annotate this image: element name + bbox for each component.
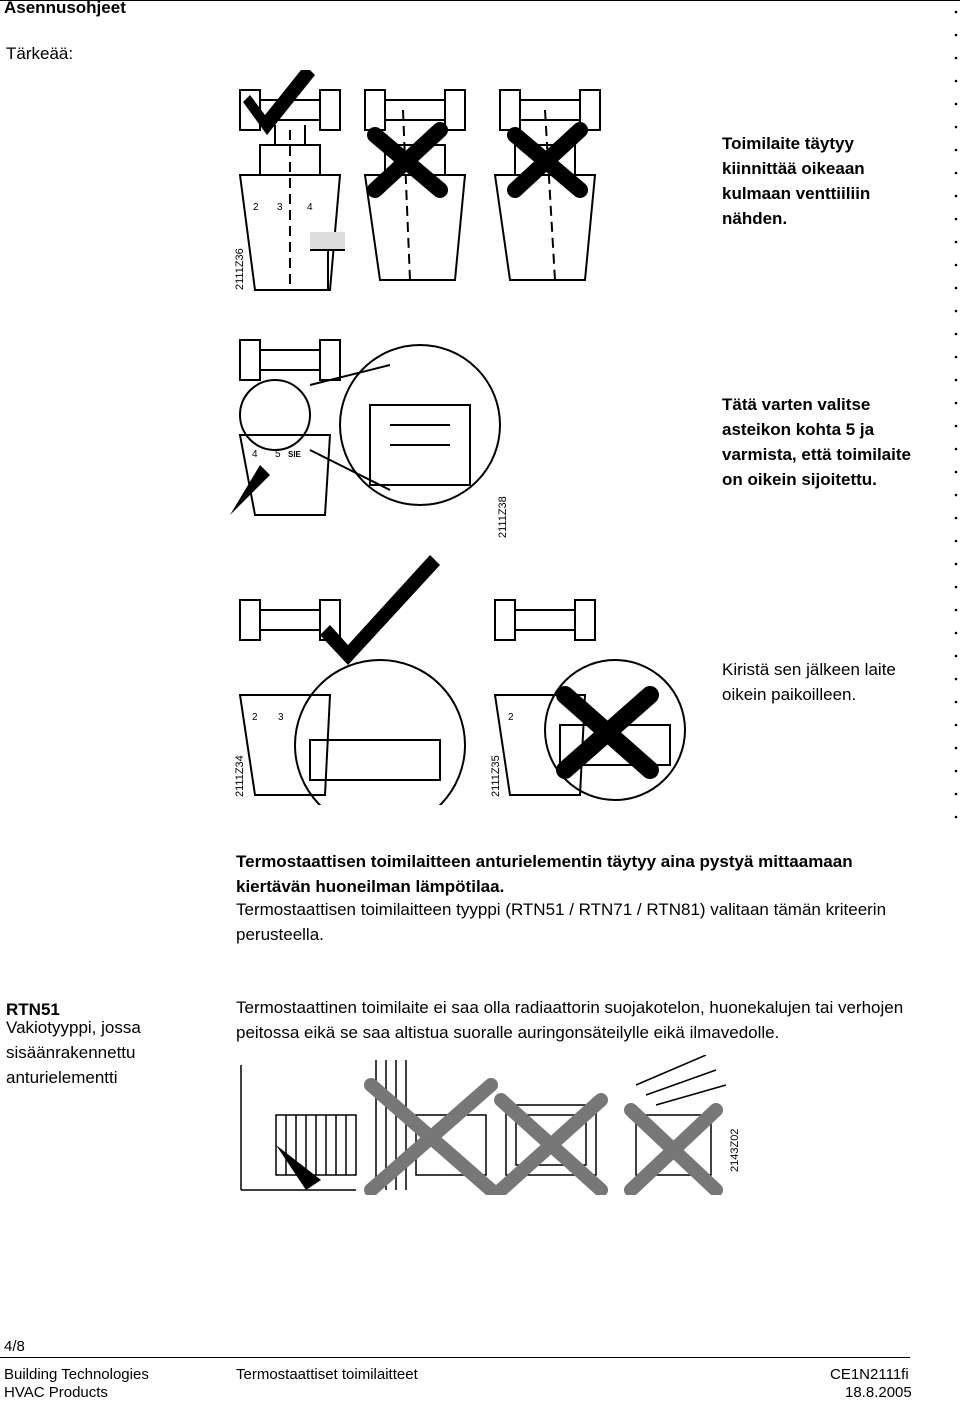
- body-paragraph: Termostaattinen toimilaite ei saa olla radiaattorin suojakotelon, huonekalujen tai verhojen peitossa eikä se saa altistua suoralle auringonsäteilylle eikä ilmavedolle.: [236, 998, 904, 1042]
- actuator-angle-diagram: [225, 70, 605, 300]
- instruction-note: Tätä varten valitse asteikon kohta 5 ja varmista, että toimilaite on oikein sijoitettu.: [722, 395, 911, 489]
- instruction-note: Toimilaite täytyy kiinnittää oikeaan kulmaan venttiiliin nähden.: [722, 134, 871, 228]
- scale-label-3: 3: [277, 202, 283, 213]
- figure-code: 2111Z38: [497, 496, 509, 538]
- scale-label-4: 4: [307, 202, 313, 213]
- footer-rule: [0, 1357, 910, 1358]
- body-paragraph: Termostaattisen toimilaitteen anturielementin täytyy aina pystyä mittaamaan kiertävän huoneilman lämpötilaa.: [236, 852, 853, 896]
- scale-setting-diagram: [230, 335, 505, 535]
- footer-doc-id: CE1N2111fi: [830, 1366, 909, 1383]
- footer-company: Building Technologies: [4, 1366, 149, 1383]
- footer-doc-title: Termostaattiset toimilaitteet: [236, 1366, 418, 1383]
- figure-code: 2111Z34: [234, 755, 246, 797]
- figure-code: 2143Z02: [729, 1128, 741, 1172]
- scale-label-2b: 2: [252, 712, 258, 723]
- footer-division: HVAC Products: [4, 1384, 108, 1401]
- figure-code: 2111Z36: [234, 248, 246, 290]
- page-number: 4/8: [4, 1338, 25, 1355]
- scale-label-2c: 2: [508, 712, 514, 723]
- margin-dotted-rule: [952, 0, 960, 830]
- header-rule: [0, 0, 960, 1]
- scale-label-2: 2: [253, 202, 259, 213]
- instruction-note: Kiristä sen jälkeen laite oikein paikoilleen.: [722, 660, 896, 704]
- figure-code: 2111Z35: [490, 755, 502, 797]
- model-label: RTN51: [6, 1000, 60, 1019]
- page-title: Asennusohjeet: [4, 0, 126, 17]
- scale-label-3b: 3: [278, 712, 284, 723]
- body-paragraph: Termostaattisen toimilaitteen tyyppi (RTN51 / RTN71 / RTN81) valitaan tämän kriteerin perusteella.: [236, 900, 887, 944]
- brand-mark: SIE: [288, 450, 301, 459]
- radiator-placement-illustration: [236, 1055, 756, 1195]
- tightening-diagram: [230, 555, 690, 805]
- footer-date: 18.8.2005: [845, 1384, 912, 1401]
- section-heading: Tärkeää:: [6, 44, 74, 63]
- model-description: Vakiotyyppi, jossa sisäänrakennettu anturielementti: [6, 1018, 141, 1087]
- scale-label-5: 5: [275, 449, 281, 460]
- scale-label-4b: 4: [252, 449, 258, 460]
